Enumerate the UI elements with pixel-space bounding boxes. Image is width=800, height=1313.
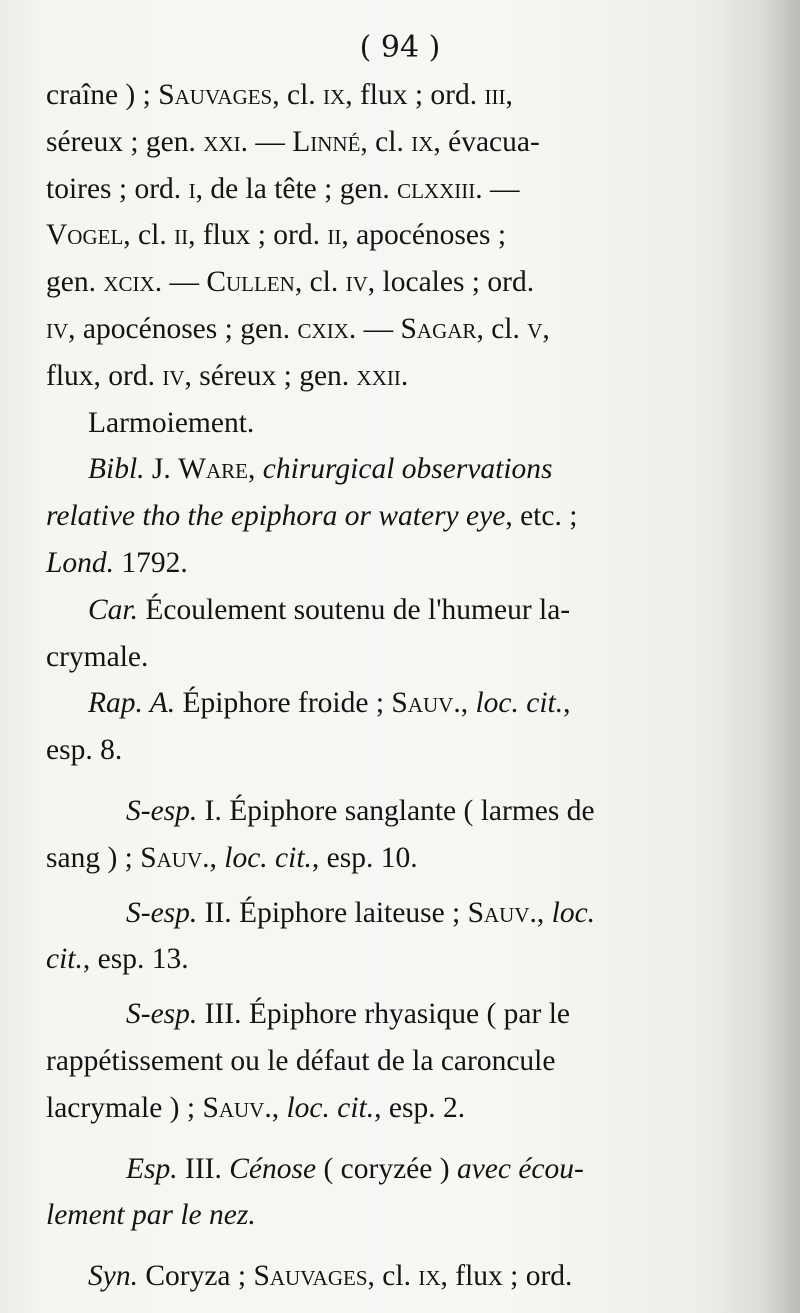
text-run: , xyxy=(505,79,513,111)
text-run: Cénose xyxy=(229,1152,317,1185)
text-run: III. xyxy=(177,1152,230,1185)
text-run: i xyxy=(188,172,196,205)
text-run: loc. cit. xyxy=(224,841,312,874)
text-run: avec écou- xyxy=(456,1152,584,1185)
text-run: loc. cit. xyxy=(286,1091,375,1124)
text-run: loc. xyxy=(551,896,596,929)
text-run: S-esp. xyxy=(126,794,198,827)
paragraph-p4 xyxy=(46,587,706,681)
body-text xyxy=(46,72,706,1300)
text-run: Écoulement soutenu de l'humeur la- xyxy=(138,593,571,626)
text-run: I. Épiphore sanglante ( larmes de xyxy=(197,794,595,827)
text-run: , xyxy=(563,687,571,720)
text-run: , cl. xyxy=(367,1260,419,1293)
text-run: flux, ord. xyxy=(46,359,163,392)
text-run: esp. 8. xyxy=(46,734,123,767)
text-run: II. Épiphore laiteuse ; xyxy=(197,896,468,929)
text-run: Coryza ; xyxy=(137,1260,254,1293)
text-run: . — xyxy=(475,172,520,205)
text-run: , esp. 10. xyxy=(311,841,418,874)
text-run: , cl. xyxy=(360,125,412,158)
text-run: , flux ; ord. xyxy=(188,219,328,252)
text-run: sang ) ; xyxy=(46,841,141,874)
text-run: , xyxy=(271,1091,287,1124)
text-run: Lond. xyxy=(46,546,115,579)
text-run: Ware xyxy=(178,453,248,486)
page-number: ( 94 ) xyxy=(359,30,441,65)
text-run: Sauv. xyxy=(467,896,537,929)
text-run: , flux ; ord. xyxy=(345,79,485,111)
paragraph-p5 xyxy=(46,680,706,774)
text-run: Sauv. xyxy=(391,687,461,720)
text-run: . — xyxy=(154,266,207,299)
text-run: Bibl. xyxy=(88,453,145,486)
text-run: Cullen xyxy=(206,266,295,299)
text-run: Syn. xyxy=(88,1260,138,1293)
text-run: iv xyxy=(46,312,69,345)
text-run: . xyxy=(400,359,409,392)
text-run: , cl. xyxy=(294,266,346,299)
text-run: séreux ; gen. xyxy=(46,125,204,158)
text-run: ii xyxy=(327,219,342,252)
text-run: Linné xyxy=(292,125,361,158)
text-run: gen. xyxy=(46,266,104,299)
text-run: crymale. xyxy=(46,640,149,673)
text-run: , évacua- xyxy=(433,125,540,158)
text-run: cxix xyxy=(297,312,349,345)
text-run: iv xyxy=(162,359,185,392)
text-run: , xyxy=(209,841,225,874)
text-run: S-esp. xyxy=(126,998,198,1031)
text-run: Rap. A. xyxy=(88,687,176,720)
paragraph-p7 xyxy=(46,890,706,984)
text-run: craîne ) ; xyxy=(46,79,159,111)
text-run: . — xyxy=(240,125,293,158)
text-run: , cl. xyxy=(272,79,324,111)
paragraph-p8 xyxy=(46,991,706,1131)
text-run: . — xyxy=(348,312,401,345)
text-run: Esp. xyxy=(126,1152,178,1185)
text-run: , apocénoses ; gen. xyxy=(68,312,298,345)
text-run: , locales ; ord. xyxy=(367,266,535,299)
text-run: , xyxy=(460,687,476,720)
text-run: , xyxy=(542,312,550,345)
text-run: ix xyxy=(418,1260,441,1293)
text-run: Sauvages xyxy=(253,1260,368,1293)
paragraph-p6 xyxy=(46,788,706,882)
text-run: , xyxy=(536,896,552,929)
text-run: Sauvages xyxy=(158,79,273,111)
text-run: Épiphore froide ; xyxy=(175,687,392,720)
text-run: lement par le nez. xyxy=(46,1199,256,1232)
text-run: relative tho the epiphora or watery eye xyxy=(46,500,506,533)
text-run: , flux ; ord. xyxy=(440,1260,573,1293)
text-run: v xyxy=(527,312,543,345)
text-run: ix xyxy=(411,125,434,158)
text-run: III. Épiphore rhyasique ( par le xyxy=(197,998,570,1031)
text-run: S-esp. xyxy=(126,896,198,929)
text-run: Vogel xyxy=(46,219,124,252)
text-run: , esp. 2. xyxy=(374,1091,466,1124)
text-run: loc. cit. xyxy=(475,687,564,720)
paragraph-p3 xyxy=(46,446,706,586)
paragraph-p2 xyxy=(46,400,706,447)
text-run: , xyxy=(248,453,263,486)
text-run: , cl. xyxy=(476,312,528,345)
text-run: J. xyxy=(144,453,179,486)
paragraph-p1 xyxy=(46,72,706,400)
text-run: xxi xyxy=(203,125,241,158)
paragraph-p9 xyxy=(46,1146,706,1240)
text-run: cit. xyxy=(46,943,83,976)
text-run: , séreux ; gen. xyxy=(184,359,357,392)
paragraph-p10 xyxy=(46,1253,706,1300)
text-run: Car. xyxy=(88,593,139,626)
text-run: , cl. xyxy=(123,219,175,252)
text-run: lacrymale ) ; xyxy=(46,1091,203,1124)
text-run: , de la tête ; gen. xyxy=(195,172,398,205)
text-run: , etc. ; xyxy=(505,500,578,533)
text-run: , esp. 13. xyxy=(82,943,189,976)
text-run: rappétissement ou le défaut de la caroncule xyxy=(46,1044,556,1077)
text-run: iii xyxy=(484,79,506,111)
text-run: chirurgical observations xyxy=(262,453,553,486)
text-run: ( coryzée ) xyxy=(316,1152,457,1185)
text-run: Sauv. xyxy=(202,1091,272,1124)
text-run: iv xyxy=(345,266,368,299)
text-run: Sauv. xyxy=(140,841,210,874)
text-run: xxii xyxy=(356,359,401,392)
text-run: ii xyxy=(174,219,189,252)
text-run: 1792. xyxy=(114,546,188,579)
text-run: Larmoiement. xyxy=(88,406,255,439)
text-run: xcix xyxy=(103,266,155,299)
text-run: Sagar xyxy=(400,312,477,345)
text-run: toires ; ord. xyxy=(46,172,189,205)
text-run: clxxiii xyxy=(397,172,476,205)
text-run: , apocénoses ; xyxy=(341,219,507,252)
text-run: ix xyxy=(323,79,346,111)
